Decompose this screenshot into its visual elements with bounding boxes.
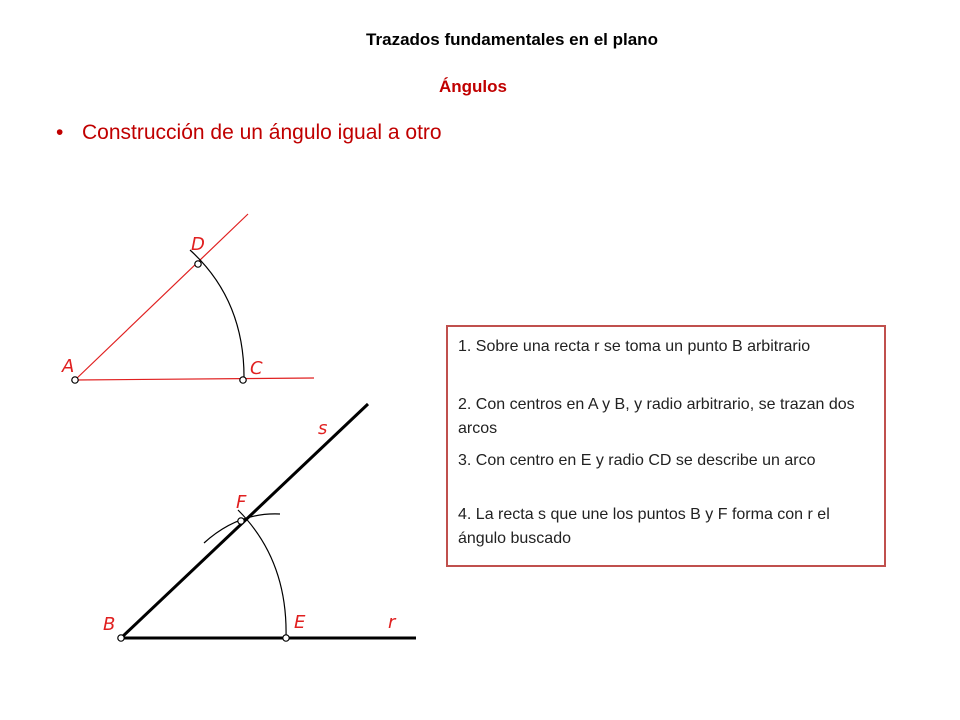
point-b (118, 635, 124, 641)
label-a: A (62, 356, 75, 377)
page-subtitle: Ángulos (439, 77, 507, 96)
label-r: r (388, 612, 396, 633)
bullet-text: Construcción de un ángulo igual a otro (82, 121, 442, 144)
bullet-symbol: • (56, 121, 64, 144)
ray-ac (75, 378, 314, 380)
step-3: 3. Con centro en E y radio CD se describe un arco (458, 452, 816, 469)
constructed-angle-figure (103, 404, 416, 641)
point-c (240, 377, 246, 383)
page-title: Trazados fundamentales en el plano (366, 30, 658, 49)
point-a (72, 377, 78, 383)
label-d: D (191, 234, 205, 255)
step-2: 2. Con centros en A y B, y radio arbitrario, se trazan dos arcos (458, 396, 855, 437)
point-d (195, 261, 201, 267)
step-1: 1. Sobre una recta r se toma un punto B arbitrario (458, 338, 811, 355)
point-e (283, 635, 289, 641)
ray-ad (75, 214, 248, 380)
steps-box (446, 325, 886, 567)
label-s: s (318, 418, 328, 439)
label-c: C (250, 358, 263, 379)
arc-ef (238, 510, 286, 638)
point-f (238, 518, 244, 524)
label-e: E (294, 612, 306, 633)
arc-cd (190, 250, 244, 380)
label-f: F (236, 492, 247, 513)
step-4: 4. La recta s que une los puntos B y F forma con r el ángulo buscado (458, 506, 830, 547)
given-angle-figure (61, 214, 314, 383)
label-b: B (103, 614, 116, 635)
